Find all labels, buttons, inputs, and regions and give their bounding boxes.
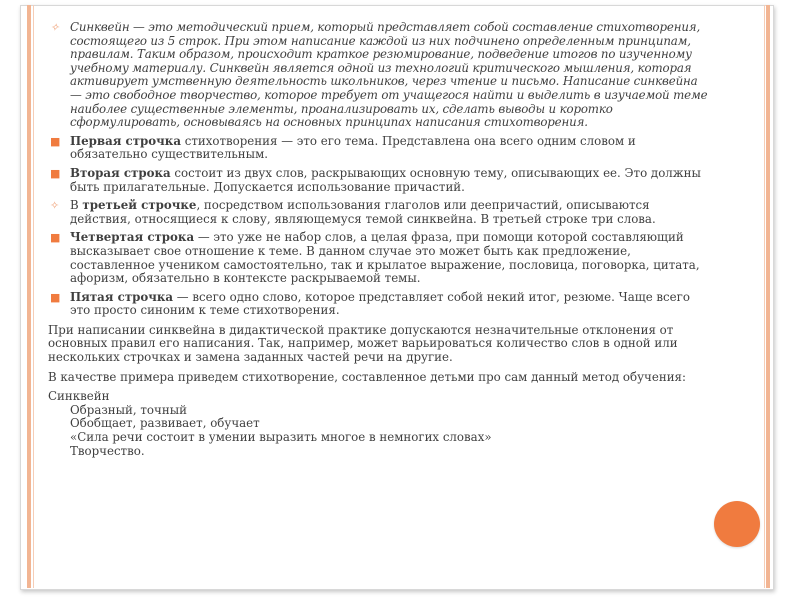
line-1-description: ■ Первая строчка стихотворения — это его тема. Представлена она всего одним словом и обязательно существительным.	[50, 133, 636, 162]
left-accent-line	[33, 5, 34, 588]
bullet-icon: ■	[50, 231, 61, 245]
poem-title: Синквейн	[48, 389, 110, 404]
poem-line: Творчество.	[70, 443, 145, 458]
bullet-icon: ✧	[50, 21, 60, 34]
right-accent-stripe	[766, 5, 770, 588]
intro-paragraph: ✧ Синквейн — это методический прием, который представляет собой составление стихотворения, состоящего из 5 строк. При этом написание каждой из них подчинено определенным принципам, правилам. Таким образом, происходит краткое резюмирование, подведение итогов по изученному учебному материалу. Синквейн является одной из технологий критического мышления, которая активирует умственную деятельность школьников, через чтение и письмо. Написание синквейна — это свободное творчество, которое требует от учащегося найти и выделить в изучаемой теме наиболее существенные элементы, проанализировать их, сделать выводы и коротко сформулировать, основываясь на основных принципах написания стихотворения.	[50, 20, 708, 130]
poem-line: Обобщает, развивает, обучает	[70, 416, 260, 431]
poem-line: «Сила речи состоит в умении выразить многое в немногих словах»	[70, 430, 492, 445]
line-5-description: ■ Пятая строчка — всего одно слово, которое представляет собой некий итог, резюме. Чаще всего это просто синоним к теме стихотворения.	[50, 289, 690, 318]
line-3-description: ✧ В третьей строчке, посредством использования глаголов или деепричастий, описываются действия, относящиеся к слову, являющемуся темой синквейна. В третьей строке три слова.	[50, 198, 656, 226]
example-intro: В качестве примера приведем стихотворение, составленное детьми про сам данный метод обучения:	[48, 369, 686, 384]
left-accent-stripe	[27, 5, 31, 588]
line-2-description: ■ Вторая строка состоит из двух слов, раскрывающих основную тему, описывающих ее. Это должны быть прилагательные. Допускается использование причастий.	[50, 165, 701, 194]
right-accent-line	[764, 5, 765, 588]
bullet-icon: ■	[50, 290, 61, 304]
deviation-paragraph: При написании синквейна в дидактической практике допускаются незначительные отклонения от основных правил его написания. Так, например, может варьироваться количество слов в одной или нескольких строчках и замена заданных частей речи на другие.	[48, 322, 678, 365]
poem-line: Образный, точный	[70, 402, 187, 417]
line-4-description: ■ Четвертая строка — это уже не набор слов, а целая фраза, при помощи которой составляющий высказывает свое отношение к теме. В данном случае это может быть как предложение, составленное учеником самостоятельно, так и крылатое выражение, пословица, поговорка, цитата, афоризм, обязательно в контексте раскрываемой темы.	[50, 230, 700, 286]
bullet-icon: ■	[50, 166, 61, 180]
decorative-orange-circle	[714, 501, 760, 547]
bullet-icon: ✧	[50, 199, 60, 213]
example-poem	[48, 390, 708, 458]
bullet-icon: ■	[50, 134, 61, 148]
slide-content	[48, 21, 708, 458]
